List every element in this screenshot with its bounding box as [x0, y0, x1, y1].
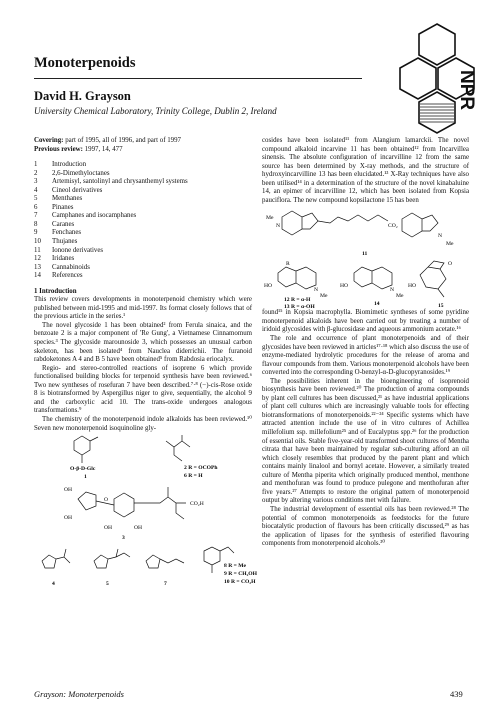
- structures-4-5-7-8: [34, 541, 257, 589]
- structure-11-methyl: Me: [446, 241, 454, 248]
- table-of-contents: [34, 161, 252, 281]
- structure-3-label: 3: [122, 535, 125, 542]
- paragraph: found¹⁵ in Kopsia macrophylla. Biomimetic syntheses of some pyridine monoterpenoid alkaloids have been carried out by treating a number of iridoid glycosides with β-glucosidase and aqueous ammonium acetate.¹⁶: [262, 309, 469, 334]
- structure-11-nitrogen: N: [276, 223, 281, 230]
- structure-14-label: 14: [374, 301, 380, 308]
- author-name: David H. Grayson: [34, 89, 131, 103]
- structure-4-label: 4: [52, 581, 55, 588]
- paragraph: The industrial development of essential oils has been reviewed.²⁸ The potential of common monoterpenoids as feedstocks for the future biocatalytic production of flavours has been critically discussed,²⁹ as has the application of lipases for the synthesis of esterified flavouring components from monoterpenoid alcohols.³⁰: [262, 505, 469, 548]
- structure-12-nitrogen: N: [314, 287, 319, 294]
- structure-1-substituent: O-β-D-Glc: [70, 466, 96, 473]
- toc-item: 10 Thujanes: [34, 238, 78, 246]
- right-column: [262, 137, 469, 549]
- structure-2-label: 2 R = OCOPh: [184, 465, 218, 472]
- structure-14-nitrogen: N: [390, 287, 395, 294]
- structure-11: [262, 205, 469, 257]
- toc-item: 13 Cannabinoids: [34, 263, 90, 271]
- structure-11-nitrogen: N: [438, 233, 443, 240]
- structure-14-methyl: Me: [396, 293, 404, 300]
- structure-11-methyl: Me: [266, 215, 274, 222]
- author-affiliation: University Chemical Laboratory, Trinity College, Dublin 2, Ireland: [34, 106, 277, 116]
- paragraph: The role and occurrence of plant monoterpenoids and of their glycosides have been reviewed in articles¹⁷·¹⁸ which also discuss the use of enzyme-mediated hydrolytic procedures for the release of aroma and flavour compounds from them. Various monoterpenoid alcohols have been converted into the corresponding O-benzyl-α-D-glucopyranosides.¹⁹: [262, 335, 469, 377]
- structure-15-oxygen: O: [448, 261, 453, 268]
- title-rule: [34, 78, 362, 79]
- left-column: [34, 137, 257, 589]
- structures-1-2-6: [34, 433, 252, 479]
- structure-3: [34, 479, 252, 541]
- structure-12-r-group: R: [286, 261, 290, 268]
- article-title: Monoterpenoids: [34, 55, 136, 71]
- structure-6-label: 6 R = H: [184, 473, 203, 480]
- npr-logo-text: NPR: [456, 70, 477, 111]
- structure-3-hydroxyl: OH: [134, 525, 143, 532]
- structure-12-label: 12 R = α-H: [284, 297, 311, 304]
- toc-item: 4 Cineol derivatives: [34, 186, 103, 194]
- paragraph: Regio- and stereo-controlled reactions of isoprene 6 which provide functionalised building blocks for terpenoid synthesis have been reviewed.⁶ Two new syntheses of rosefuran 7 have been described.⁷·⁸ (−)-cis-Rose oxide 8 is biotransformed by Aspergillus niger to give, sequentially, the alcohol 9 and the carboxylic acid 10. The trans-oxide undergoes analogous transformations.⁹: [34, 364, 252, 415]
- previous-review-line: Previous review: 1997, 14, 477: [34, 145, 123, 153]
- toc-item: 3 Artemisyl, santolinyl and chrysanthemyl systems: [34, 178, 188, 186]
- toc-item: 12 Iridanes: [34, 255, 75, 263]
- structure-10-label: 10 R = CO₂H: [224, 579, 256, 586]
- structures-12-15: [262, 257, 469, 309]
- structure-3-hydroxyl: OH: [64, 515, 73, 522]
- toc-item: 11 Ionone derivatives: [34, 246, 104, 254]
- npr-hexagon-logo: [398, 22, 476, 134]
- toc-item: 14 References: [34, 272, 83, 280]
- structure-14-hydroxyl: HO: [340, 283, 349, 290]
- structure-7-label: 7: [164, 581, 167, 588]
- toc-item: 6 Pinanes: [34, 203, 74, 211]
- toc-item: 5 Menthanes: [34, 195, 83, 203]
- toc-item: 9 Fenchanes: [34, 229, 82, 237]
- paragraph: cosides have been isolated¹¹ from Alangium lamarckii. The novel compound alkaloid incarvine 11 has been obtained¹² from Incarvillea sinensis. The absolute configuration of incarvilline 12 from the same source has been determined by X-ray methods, and the structure of hydroxyincarvilline 13 has been elucidated.¹³ X-Ray techniques have also been utilised¹⁴ in a determination of the structure of the novel kinabaluine 14, an epimer of incarvilline 12, which has been isolated from Kopsia pauciflora. The new compound kopsilactone 15 has been: [262, 137, 469, 204]
- covering-line: Covering: part of 1995, all of 1996, and part of 1997: [34, 137, 181, 144]
- structure-15-label: 15: [438, 303, 444, 310]
- toc-item: 1 Introduction: [34, 161, 87, 169]
- structure-3-hydroxyl: OH: [64, 487, 73, 494]
- structure-11-ester: CO₂: [388, 223, 398, 230]
- structure-3-carboxyl: CO₂H: [190, 501, 204, 508]
- toc-item: 8 Caranes: [34, 220, 75, 228]
- structure-8-label: 8 R = Me: [224, 563, 246, 570]
- paragraph: This review covers developments in monoterpenoid chemistry which were published between mid-1995 and mid-1997. Its format closely follows that of the previous article in the series.¹: [34, 296, 252, 321]
- toc-item: 7 Camphanes and isocamphanes: [34, 212, 137, 220]
- structure-3-oxygen: O: [104, 497, 109, 504]
- structure-3-hydroxyl: OH: [104, 525, 113, 532]
- structure-15-hydroxyl: HO: [408, 283, 417, 290]
- structure-1-label: 1: [84, 474, 87, 481]
- section-heading-introduction: 1 Introduction: [34, 287, 77, 295]
- structure-13-label: 13 R = α-OH: [284, 304, 315, 311]
- paragraph: The possibilities inherent in the bioengineering of isoprenoid biosynthesis have been reviewed.²⁰ The production of aroma compounds by plant cell cultures has been discussed,²¹ as have industrial applications of plant cell cultures which are increasingly valuable tools for effecting biotransformations of monoterpenoids.²²⁻²⁴ Specific systems which have attracted attention include the use of in vitro cultures of Achillea millefolium ssp. millefolium²⁵ and of Eucalyptus spp.²⁶ for the production of essential oils. Stable five-year-old transformed shoot cultures of Mentha citrata that have been maintained by regular sub-culturing afford an oil which closely resembles that produced by the parent plant and which contains mainly linalool and bornyl acetate. However, a similarly treated culture of Mentha piperita which originally produced menthol, menthone and menthofuran was found to produce pulegone and menthofuran after five years.²⁷ Attempts to restore the original pattern of monoterpenoid output by altering various conditions met with failure.: [262, 377, 469, 505]
- structure-12-methyl: Me: [320, 293, 328, 300]
- structure-9-label: 9 R = CH₂OH: [224, 571, 257, 578]
- paragraph: The novel glycoside 1 has been obtained² from Ferula sinaica, and the benzoate 2 is a major component of 'Re Gung', a Vietnamese Cinnamomum species.³ The glycoside marounoside 3, which possesses an unusual carbon skeleton, has been isolated⁴ from Nauclea diderrichii. The furanoid rabdoketones A 4 and B 5 have been obtained⁵ from Rabdosia eriocalyx.: [34, 321, 252, 364]
- structure-11-label: 11: [362, 251, 368, 258]
- toc-item: 2 2,6-Dimethyloctanes: [34, 169, 110, 177]
- running-footer: Grayson: Monoterpenoids: [34, 689, 124, 699]
- page-number: 439: [450, 689, 463, 699]
- structure-5-label: 5: [106, 581, 109, 588]
- structure-12-hydroxyl: HO: [264, 283, 273, 290]
- paragraph: The chemistry of the monoterpenoid indole alkaloids has been reviewed.¹⁰ Seven new monoterpenoid isoquinoline gly-: [34, 415, 252, 432]
